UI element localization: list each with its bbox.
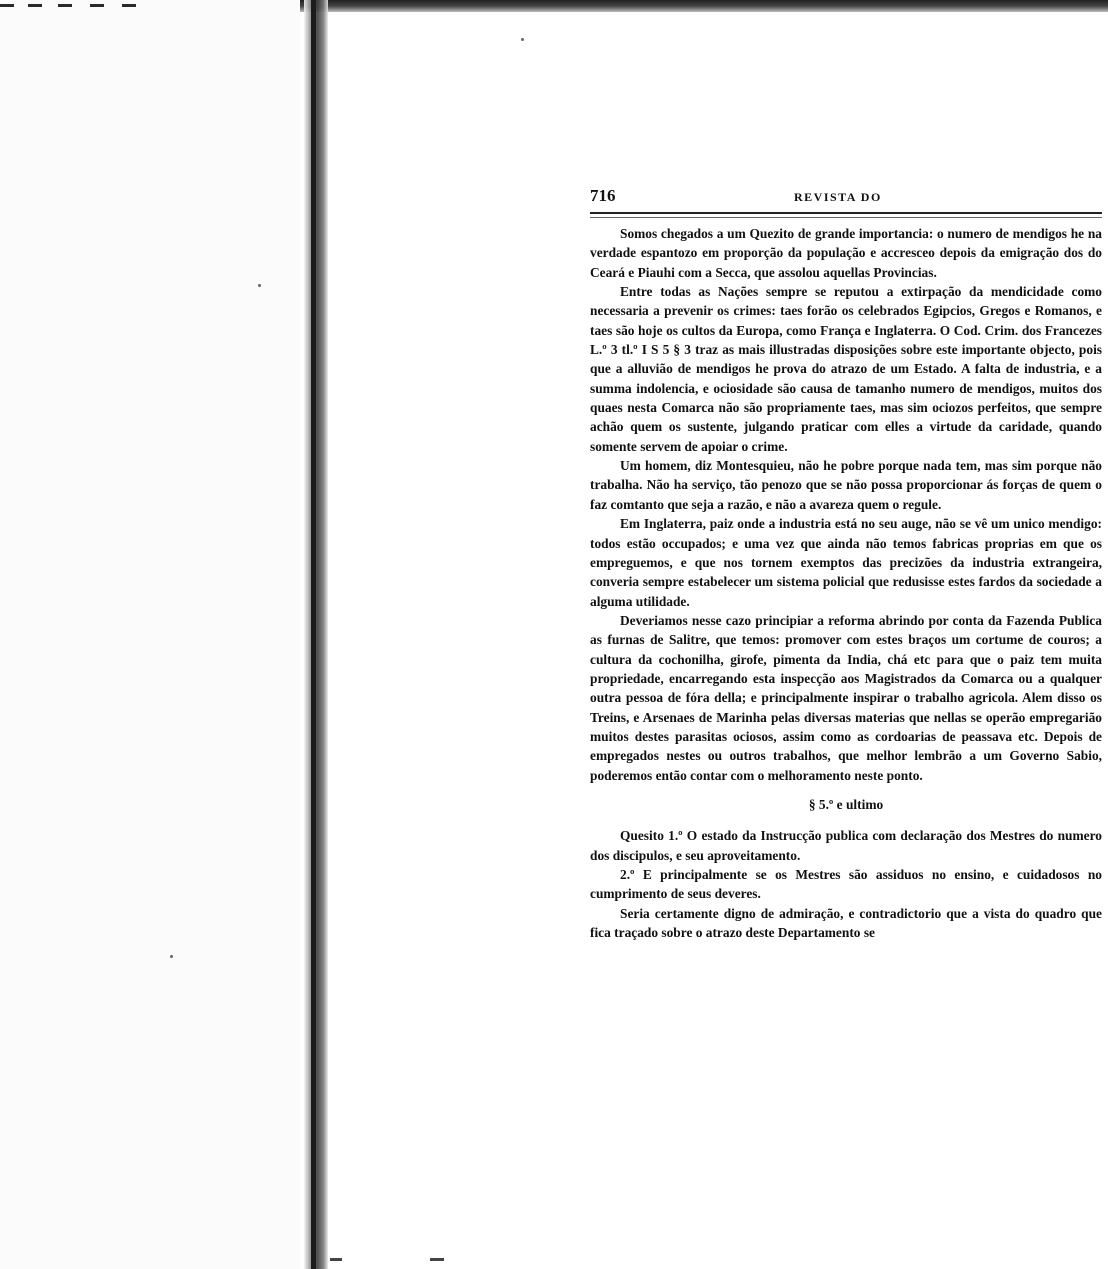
scan-speck (521, 38, 524, 41)
scan-speck (258, 284, 261, 287)
page-number: 716 (590, 186, 616, 205)
paragraph: Deveriamos nesse cazo principiar a reforma abrindo por conta da Fazenda Publica as furnas de Salitre, que temos: promover com estes braços um cortume de couros; a cultura da cochonilha, girofe, pimenta da India, chá etc para que o paiz tem muita propriedade, encarregando esta inspecção aos Magistrados da Comarca ou a qualquer outra pessoa de fóra della; e principalmente inspirar o trabalho agricola. Alem disso os Treins, e Arsenaes de Marinha pelas diversas materias que nellas se operão empregarião muitos destes parasitas ociosos, assim como as cordoarias de peassava etc. Depois de empregados nestes ou outros trabalhos, que melhor lembrão a um Governo Sabio, poderemos então contar com o melhoramento neste ponto. (590, 612, 1102, 783)
blank-left-margin (0, 0, 300, 1269)
paragraph: Somos chegados a um Quezito de grande importancia: o numero de mendigos he na verdade espantozo em proporção da população e accresceo depois da emigração dos do Ceará e Piauhi com a Secca, que assolou aquellas Provincias. (590, 226, 1102, 280)
page-header (590, 186, 1102, 212)
scan-edge-marks (0, 4, 140, 10)
paragraph: Entre todas as Nações sempre se reputou a extirpação da mendicidade como necessaria a prevenir os crimes: taes forão os celebrados Egipcios, Gregos e Romanos, e taes são hoje os cultos da Europa, como França e Inglaterra. O Cod. Crim. dos Francezes L.º 3 tl.º I S 5 § 3 traz as mais illustradas disposições sobre este importante objecto, pois que a alluvião de mendigos he prova do atrazo de um Estado. A falta de industria, e a summa indolencia, e ociosidade são causa de tamanho numero de mendigos, muitos dos quaes nesta Comarca não são propriamente taes, mas sim ociozos perfeitos, que sempre achão quem os sustente, julgando praticar com elles a virtude da caridade, quando somente servem de apoiar o crime. (590, 284, 1102, 454)
scan-speck (170, 955, 173, 958)
scan-bottom-marks (330, 1258, 470, 1262)
book-spine-shadow (304, 0, 328, 1269)
header-rule (590, 212, 1102, 218)
paragraph: Em Inglaterra, paiz onde a industria está no seu auge, não se vê um unico mendigo: todos estão occupados; e uma vez que ainda não temos fabricas proprias em que os empreguemos, e que nos tornem exemptos das precizões da industria extrangeira, converia sempre estabelecer um sistema policial que redusisse estes fardos da sociedade a alguma utilidade. (590, 516, 1102, 609)
book-spine-edge (311, 0, 316, 1269)
section-heading: § 5.º e ultimo (808, 796, 884, 812)
book-page (590, 186, 1102, 942)
paragraph: Quesito 1.º O estado da Instrucção publica com declaração dos Mestres do numero dos discipulos, e seu aproveitamento. (590, 828, 1102, 863)
body-text (590, 224, 1102, 942)
paragraph: 2.º E principalmente se os Mestres são assiduos no ensino, e cuidadosos no cumprimento de seus deveres. (590, 867, 1102, 902)
paragraph: Um homem, diz Montesquieu, não he pobre porque nada tem, mas sim porque não trabalha. Não ha serviço, tão penozo que se não possa proporcionar ás forças de quem o faz comtanto que seja a razão, e não a avareza quem o regule. (590, 458, 1102, 512)
paragraph: Seria certamente digno de admiração, e contradictorio que a vista do quadro que fica traçado sobre o atrazo deste Departamento se (590, 905, 1102, 941)
running-head: REVISTA DO (794, 190, 882, 204)
scan-top-edge (300, 0, 1108, 12)
